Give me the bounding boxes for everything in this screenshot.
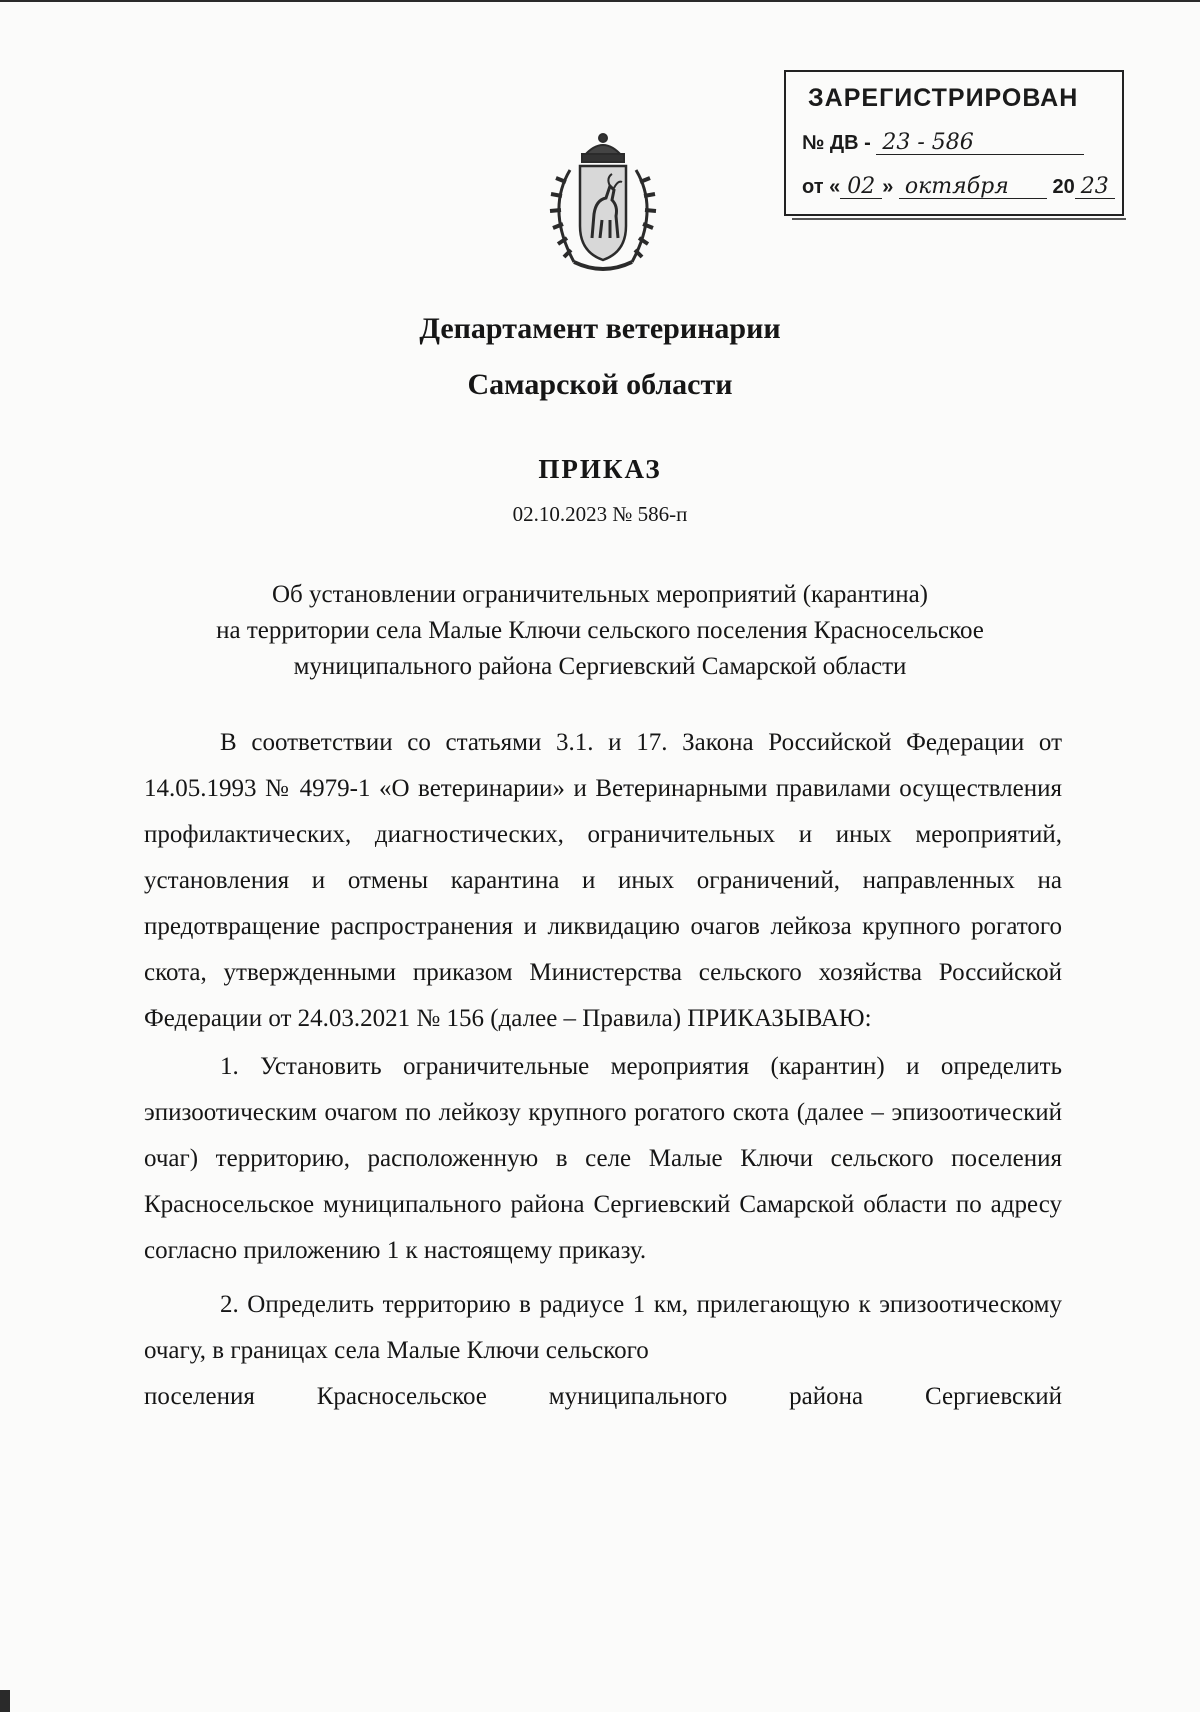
department-line-2: Самарской области xyxy=(467,368,733,401)
item-2-continuation xyxy=(144,1374,1062,1420)
item-2-paragraph: 2. Определить территорию в радиусе 1 км, прилегающую к эпизоотическому очагу, в границах села Малые Ключи сельского xyxy=(144,1291,1062,1364)
document-body xyxy=(144,720,1062,1420)
department-line-1: Департамент ветеринарии xyxy=(419,312,781,345)
stamp-date-row xyxy=(802,176,1115,199)
stamp-date-month: октября xyxy=(899,176,1047,199)
document-number: 02.10.2023 № 586-п xyxy=(512,502,688,526)
stamp-title: ЗАРЕГИСТРИРОВАН xyxy=(808,84,1079,112)
tail-word: муниципального xyxy=(548,1383,728,1410)
tail-word: Красносельское xyxy=(316,1383,487,1410)
tail-word: поселения xyxy=(144,1383,255,1410)
tail-word: Сергиевский xyxy=(925,1383,1062,1410)
stamp-date-mid: » xyxy=(882,176,894,198)
registration-stamp xyxy=(784,70,1124,216)
stamp-date-prefix: от « xyxy=(802,176,841,198)
item-1-paragraph: 1. Установить ограничительные мероприятия (карантин) и определить эпизоотическим очагом по лейкозу крупного рогатого скота (далее – эпизоотический очаг) территорию, расположенную в селе Малые Ключи сельского поселения Красносельское муниципального района Сергиевский Самарской области по адресу согласно приложению 1 к настоящему приказу. xyxy=(144,1053,1062,1264)
tail-word: района xyxy=(789,1383,864,1410)
stamp-number-row xyxy=(802,132,1084,155)
document-type: ПРИКАЗ xyxy=(538,454,662,484)
scan-edge-mark xyxy=(0,1690,10,1712)
subject-line-1: Об установлении ограничительных мероприятий (карантина) xyxy=(271,581,929,608)
stamp-date-day: 02 xyxy=(840,176,882,199)
stamp-date-year-prefix: 20 xyxy=(1052,176,1075,198)
scan-edge-top xyxy=(0,0,1200,2)
subject-line-3: муниципального района Сергиевский Самарской области xyxy=(293,653,907,680)
subject-line-2: на территории села Малые Ключи сельского поселения Красносельское xyxy=(216,617,984,644)
stamp-number-label: № ДВ - xyxy=(802,132,871,154)
samara-coat-of-arms-icon xyxy=(540,130,666,278)
stamp-date-year-suffix: 23 xyxy=(1075,176,1115,199)
stamp-number-value: 23 - 586 xyxy=(876,132,1084,155)
preamble-paragraph: В соответствии со статьями 3.1. и 17. Закона Российской Федерации от 14.05.1993 № 4979-1 «О ветеринарии» и Ветеринарными правилами осуществления профилактических, диагностических, ограничительных и иных мероприятий, установления и отмены карантина и иных ограничений, направленных на предотвращение распространения и ликвидацию очагов лейкоза крупного рогатого скота, утвержденными приказом Министерства сельского хозяйства Российской Федерации от 24.03.2021 № 156 (далее – Правила) ПРИКАЗЫВАЮ: xyxy=(144,729,1062,1032)
